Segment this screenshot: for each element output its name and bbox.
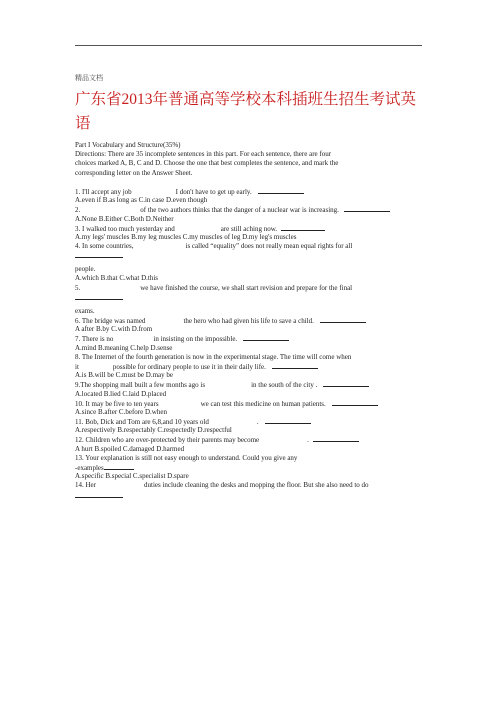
question-8: 8. The Internet of the fourth generation is now in the experimental stage. The time will come when — [75, 352, 352, 361]
answer-blank — [272, 362, 318, 369]
question-text: the hero who had given his life to save a child. — [183, 317, 314, 325]
question-7 — [75, 334, 425, 343]
answer-blank — [332, 399, 378, 406]
question-1 — [75, 187, 425, 196]
answer-blank — [75, 251, 123, 258]
question-4 — [75, 242, 425, 251]
answer-blank — [265, 417, 311, 424]
question-text: we have finished the course, we shall start revision and prepare for the final — [140, 283, 353, 292]
answer-options: A.specific B.special C.specialist D.spare — [75, 472, 189, 481]
question-text: in insisting on the impossible. — [153, 335, 238, 344]
question-5 — [75, 284, 425, 293]
answer-blank — [281, 224, 325, 231]
part-heading: Part I Vocabulary and Structure(35%) — [75, 141, 181, 149]
question-text: 6. The bridge was named — [75, 317, 146, 325]
question-text: 1. I'll accept any job — [75, 187, 132, 196]
question-continuation: exams. — [75, 306, 95, 315]
answer-blank — [75, 293, 123, 300]
directions-line: choices marked A, B, C and D. Choose the one that best completes the sentence, and mark the — [75, 159, 339, 168]
question-12 — [75, 435, 425, 444]
question-text: is called “equality” does not really mean equal rights for all — [185, 242, 353, 251]
directions-line: Directions: There are 35 incomplete sentences in this part. For each sentence, there are four — [75, 150, 332, 159]
question-text: 7. There is no — [75, 335, 114, 344]
question-text: possible for ordinary people to use it in their daily life. — [112, 362, 266, 371]
question-continuation — [75, 362, 425, 371]
answer-options: A after B.by C.with D.from — [75, 325, 153, 334]
question-text: 4. In some countries, — [75, 242, 134, 251]
answer-blank-line — [75, 491, 425, 505]
answer-blank — [75, 491, 123, 498]
answer-blank — [258, 187, 304, 194]
question-text: 5. — [75, 283, 81, 292]
question-text: 9.The shopping mall built a few months ago is — [75, 381, 206, 390]
answer-options: A.which B.that C.what D.this — [75, 274, 159, 283]
answer-options: A.is B.will be C.must be D.may be — [75, 371, 173, 380]
question-text: it — [75, 362, 79, 371]
question-3 — [75, 224, 425, 233]
question-text: of the two authors thinks that the danger of a nuclear war is increasing. — [140, 206, 339, 215]
question-text: we can test this medicine on human patients. — [200, 399, 326, 408]
answer-options: A.None B.Either C.Both D.Neither — [75, 214, 174, 223]
question-continuation: people. — [75, 265, 96, 274]
answer-blank — [323, 380, 369, 387]
answer-blank-line — [75, 251, 425, 265]
directions-line: corresponding letter on the Answer Sheet. — [75, 168, 193, 177]
answer-options: A.since B.after C.before D.when — [75, 407, 167, 416]
answer-options: A.mind B.meaning C.help D.sense — [75, 343, 173, 352]
question-text: are still aching now. — [220, 224, 278, 233]
question-text: 14. Her — [75, 481, 96, 490]
question-10 — [75, 399, 425, 408]
answer-options: A.located B.lied C.laid D.placed — [75, 389, 167, 398]
question-9 — [75, 380, 425, 389]
answer-options: A.respectively B.respectably C.respectedly D.respectful — [75, 426, 232, 435]
question-text: 3. I walked too much yesterday and — [75, 224, 175, 233]
answer-blank — [313, 435, 359, 442]
question-text: . — [307, 436, 309, 445]
header-label: 精品文档 — [75, 74, 103, 82]
question-text: I don't have to get up early. — [175, 187, 252, 196]
question-text: 12. Children who are over-protected by their parents may become — [75, 436, 260, 445]
question-14 — [75, 481, 425, 490]
answer-blank-line — [75, 293, 425, 307]
header-rule — [75, 45, 422, 46]
question-2 — [75, 205, 425, 214]
question-13: 13. Your explanation is still not easy enough to understand. Could you give any — [75, 453, 298, 462]
answer-blank — [104, 463, 134, 470]
question-text: 2. — [75, 206, 81, 215]
question-text: 11. Bob, Dick and Tom are 6,8,and 10 years old — [75, 418, 209, 427]
answer-blank — [243, 334, 289, 341]
answer-options: A.my legs' muscles B.my leg muscles C.my muscles of leg D.my leg's muscles — [75, 232, 297, 241]
question-text: duties include cleaning the desks and mopping the floor. But she also need to do — [144, 481, 369, 490]
question-text: . — [256, 418, 259, 427]
answer-options: A hurt B.spoiled C.damaged D.harmed — [75, 444, 185, 453]
question-11 — [75, 417, 425, 426]
question-text: in the south of the city . — [251, 381, 318, 390]
answer-options: A.even if B.as long as C.in case D.even though — [75, 196, 208, 205]
question-6 — [75, 316, 425, 325]
question-text: -examples — [75, 464, 104, 472]
exam-content — [75, 141, 425, 505]
answer-blank — [344, 205, 390, 212]
question-text: 10. It may be five to ten years — [75, 399, 159, 408]
answer-blank — [320, 316, 366, 323]
question-continuation — [75, 463, 425, 472]
page-title: 广东省2013年普通高等学校本科插班生招生考试英语 — [75, 91, 417, 132]
